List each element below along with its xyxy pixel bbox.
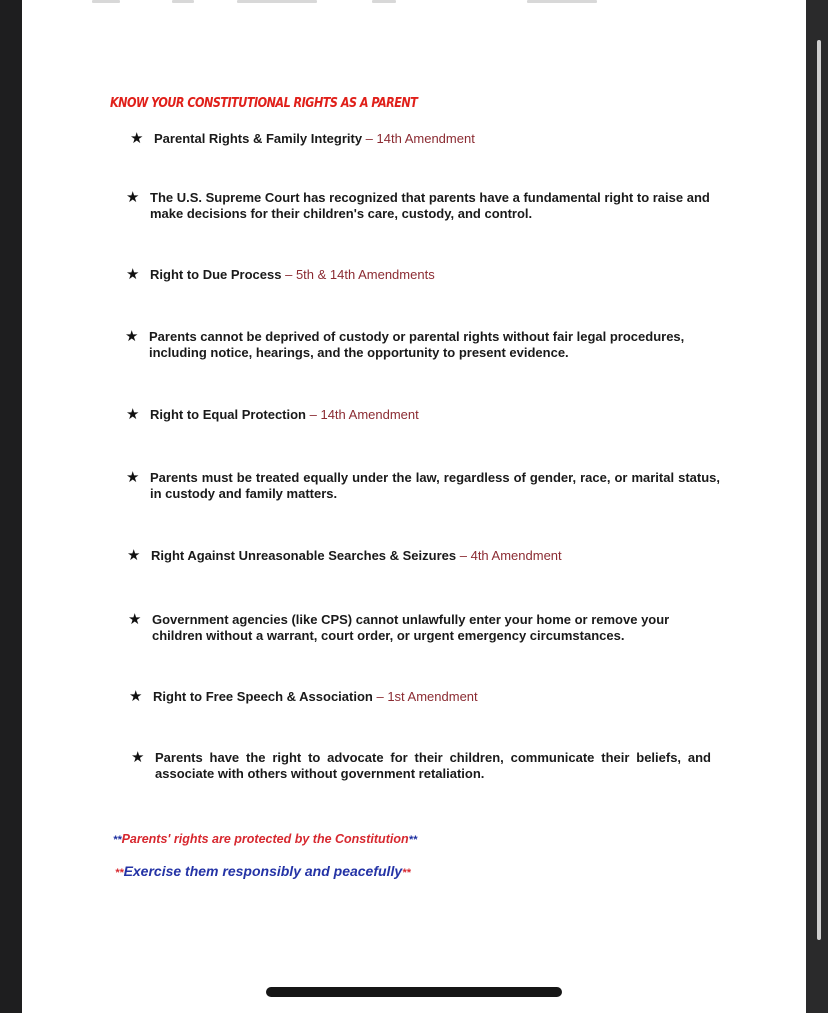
footer-note-exercise: **Exercise them responsibly and peacefully** [115, 863, 411, 879]
scrollbar[interactable] [817, 40, 821, 940]
list-item [128, 612, 722, 644]
list-item [126, 470, 720, 502]
list-item: ★ Right to Due Process – 5th & 14th Amendments [126, 266, 435, 283]
list-item: ★ Right to Equal Protection – 14th Amendment [126, 406, 419, 423]
footer-note-constitution: **Parents' rights are protected by the Constitution** [113, 832, 418, 846]
right-description: Parents must be treated equally under the law, regardless of gender, race, or marital status, in custody and family matters. [150, 470, 720, 501]
amendment-ref: 1st Amendment [387, 689, 478, 704]
right-description: Parents have the right to advocate for their children, communicate their beliefs, and associate with others without government retaliation. [155, 750, 711, 781]
list-item: ★ Right Against Unreasonable Searches & Seizures – 4th Amendment [127, 547, 562, 564]
right-title: Parental Rights & Family Integrity [154, 131, 363, 146]
right-description: The U.S. Supreme Court has recognized that parents have a fundamental right to raise and make decisions for their children's care, custody, and control. [150, 190, 710, 221]
document-page [22, 0, 806, 1013]
star-bullet-icon: ★ [126, 189, 140, 206]
list-item: ★ Parental Rights & Family Integrity – 14th Amendment [130, 130, 475, 147]
right-description: Government agencies (like CPS) cannot unlawfully enter your home or remove your children without a warrant, court order, or urgent emergency circumstances. [152, 612, 670, 643]
amendment-ref: 5th & 14th Amendments [295, 267, 435, 282]
page-top-edge [22, 0, 806, 4]
star-bullet-icon: ★ [126, 406, 140, 423]
amendment-ref: 14th Amendment [376, 131, 475, 146]
star-bullet-icon: ★ [126, 469, 140, 486]
right-title: Right Against Unreasonable Searches & Seizures [151, 548, 457, 563]
page-heading: KNOW YOUR CONSTITUTIONAL RIGHTS AS A PARENT [110, 96, 418, 111]
home-indicator[interactable] [266, 987, 562, 997]
list-item: ★ Right to Free Speech & Association – 1st Amendment [129, 688, 478, 705]
amendment-ref: 4th Amendment [470, 548, 562, 563]
list-item [126, 190, 720, 222]
right-title: Right to Equal Protection [150, 407, 306, 422]
star-bullet-icon: ★ [131, 749, 145, 766]
star-bullet-icon: ★ [125, 328, 139, 345]
star-bullet-icon: ★ [128, 611, 142, 628]
right-description: Parents cannot be deprived of custody or parental rights without fair legal procedures, including notice, hearings, and the opportunity to present evidence. [149, 329, 685, 360]
star-bullet-icon: ★ [129, 688, 143, 705]
right-title: Right to Due Process [150, 267, 282, 282]
star-bullet-icon: ★ [127, 547, 141, 564]
star-bullet-icon: ★ [130, 130, 144, 147]
right-title: Right to Free Speech & Association [153, 689, 373, 704]
list-item [125, 329, 719, 361]
list-item [131, 750, 711, 782]
amendment-ref: 14th Amendment [320, 407, 419, 422]
star-bullet-icon: ★ [126, 266, 140, 283]
